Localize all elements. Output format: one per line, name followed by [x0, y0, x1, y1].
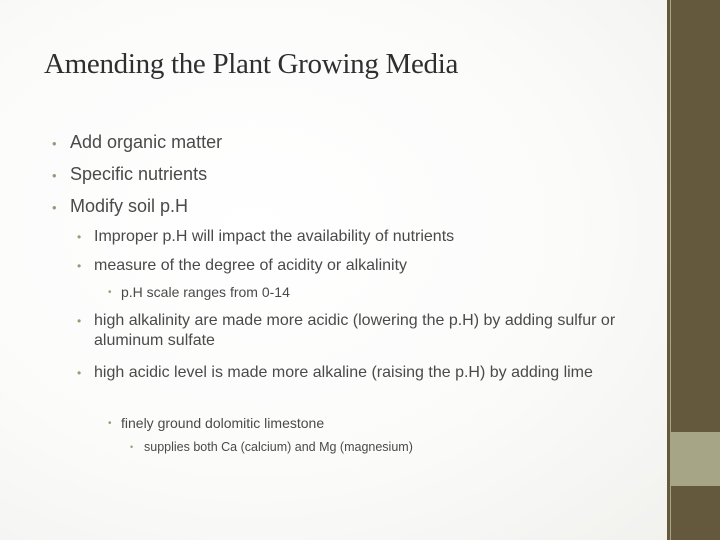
bullet-dot-icon: •: [108, 287, 112, 298]
bullet-text: high alkalinity are made more acidic (lowering the p.H) by adding sulfur or aluminum sulfate: [94, 312, 616, 349]
bullet-text: finely ground dolomitic limestone: [121, 415, 325, 431]
bullet-text: Add organic matter: [70, 132, 223, 152]
bullet-item-level1: [52, 164, 207, 186]
bullet-item-level2: [77, 227, 637, 247]
bullet-dot-icon: •: [52, 168, 57, 183]
bullet-dot-icon: •: [52, 136, 57, 151]
bullet-dot-icon: •: [77, 230, 82, 244]
bullet-text: Specific nutrients: [70, 164, 208, 184]
slide-title: Amending the Plant Growing Media: [44, 48, 459, 80]
bullet-item-level3: [108, 415, 324, 432]
bullet-item-level2: [77, 363, 637, 383]
bullet-item-level2: [77, 256, 637, 276]
bullet-text: p.H scale ranges from 0-14: [121, 284, 290, 300]
bullet-text: Modify soil p.H: [70, 196, 189, 216]
bullet-dot-icon: •: [77, 366, 82, 380]
bullet-text: high acidic level is made more alkaline (raising the p.H) by adding lime: [94, 364, 593, 381]
bullet-item-level1: [52, 132, 222, 154]
bullet-item-level4: [130, 440, 413, 455]
bullet-text: supplies both Ca (calcium) and Mg (magnesium): [144, 440, 413, 454]
bullet-dot-icon: •: [77, 314, 82, 328]
bullet-text: Improper p.H will impact the availability of nutrients: [94, 228, 455, 245]
bullet-item-level3: [108, 284, 290, 301]
bullet-item-level2: [77, 311, 637, 350]
sidebar-accent-block: [671, 432, 720, 486]
bullet-dot-icon: •: [77, 259, 82, 273]
bullet-dot-icon: •: [108, 418, 112, 429]
bullet-item-level1: [52, 196, 188, 218]
bullet-text: measure of the degree of acidity or alkalinity: [94, 257, 408, 274]
bullet-dot-icon: •: [52, 200, 57, 215]
bullet-dot-icon: •: [130, 442, 134, 452]
